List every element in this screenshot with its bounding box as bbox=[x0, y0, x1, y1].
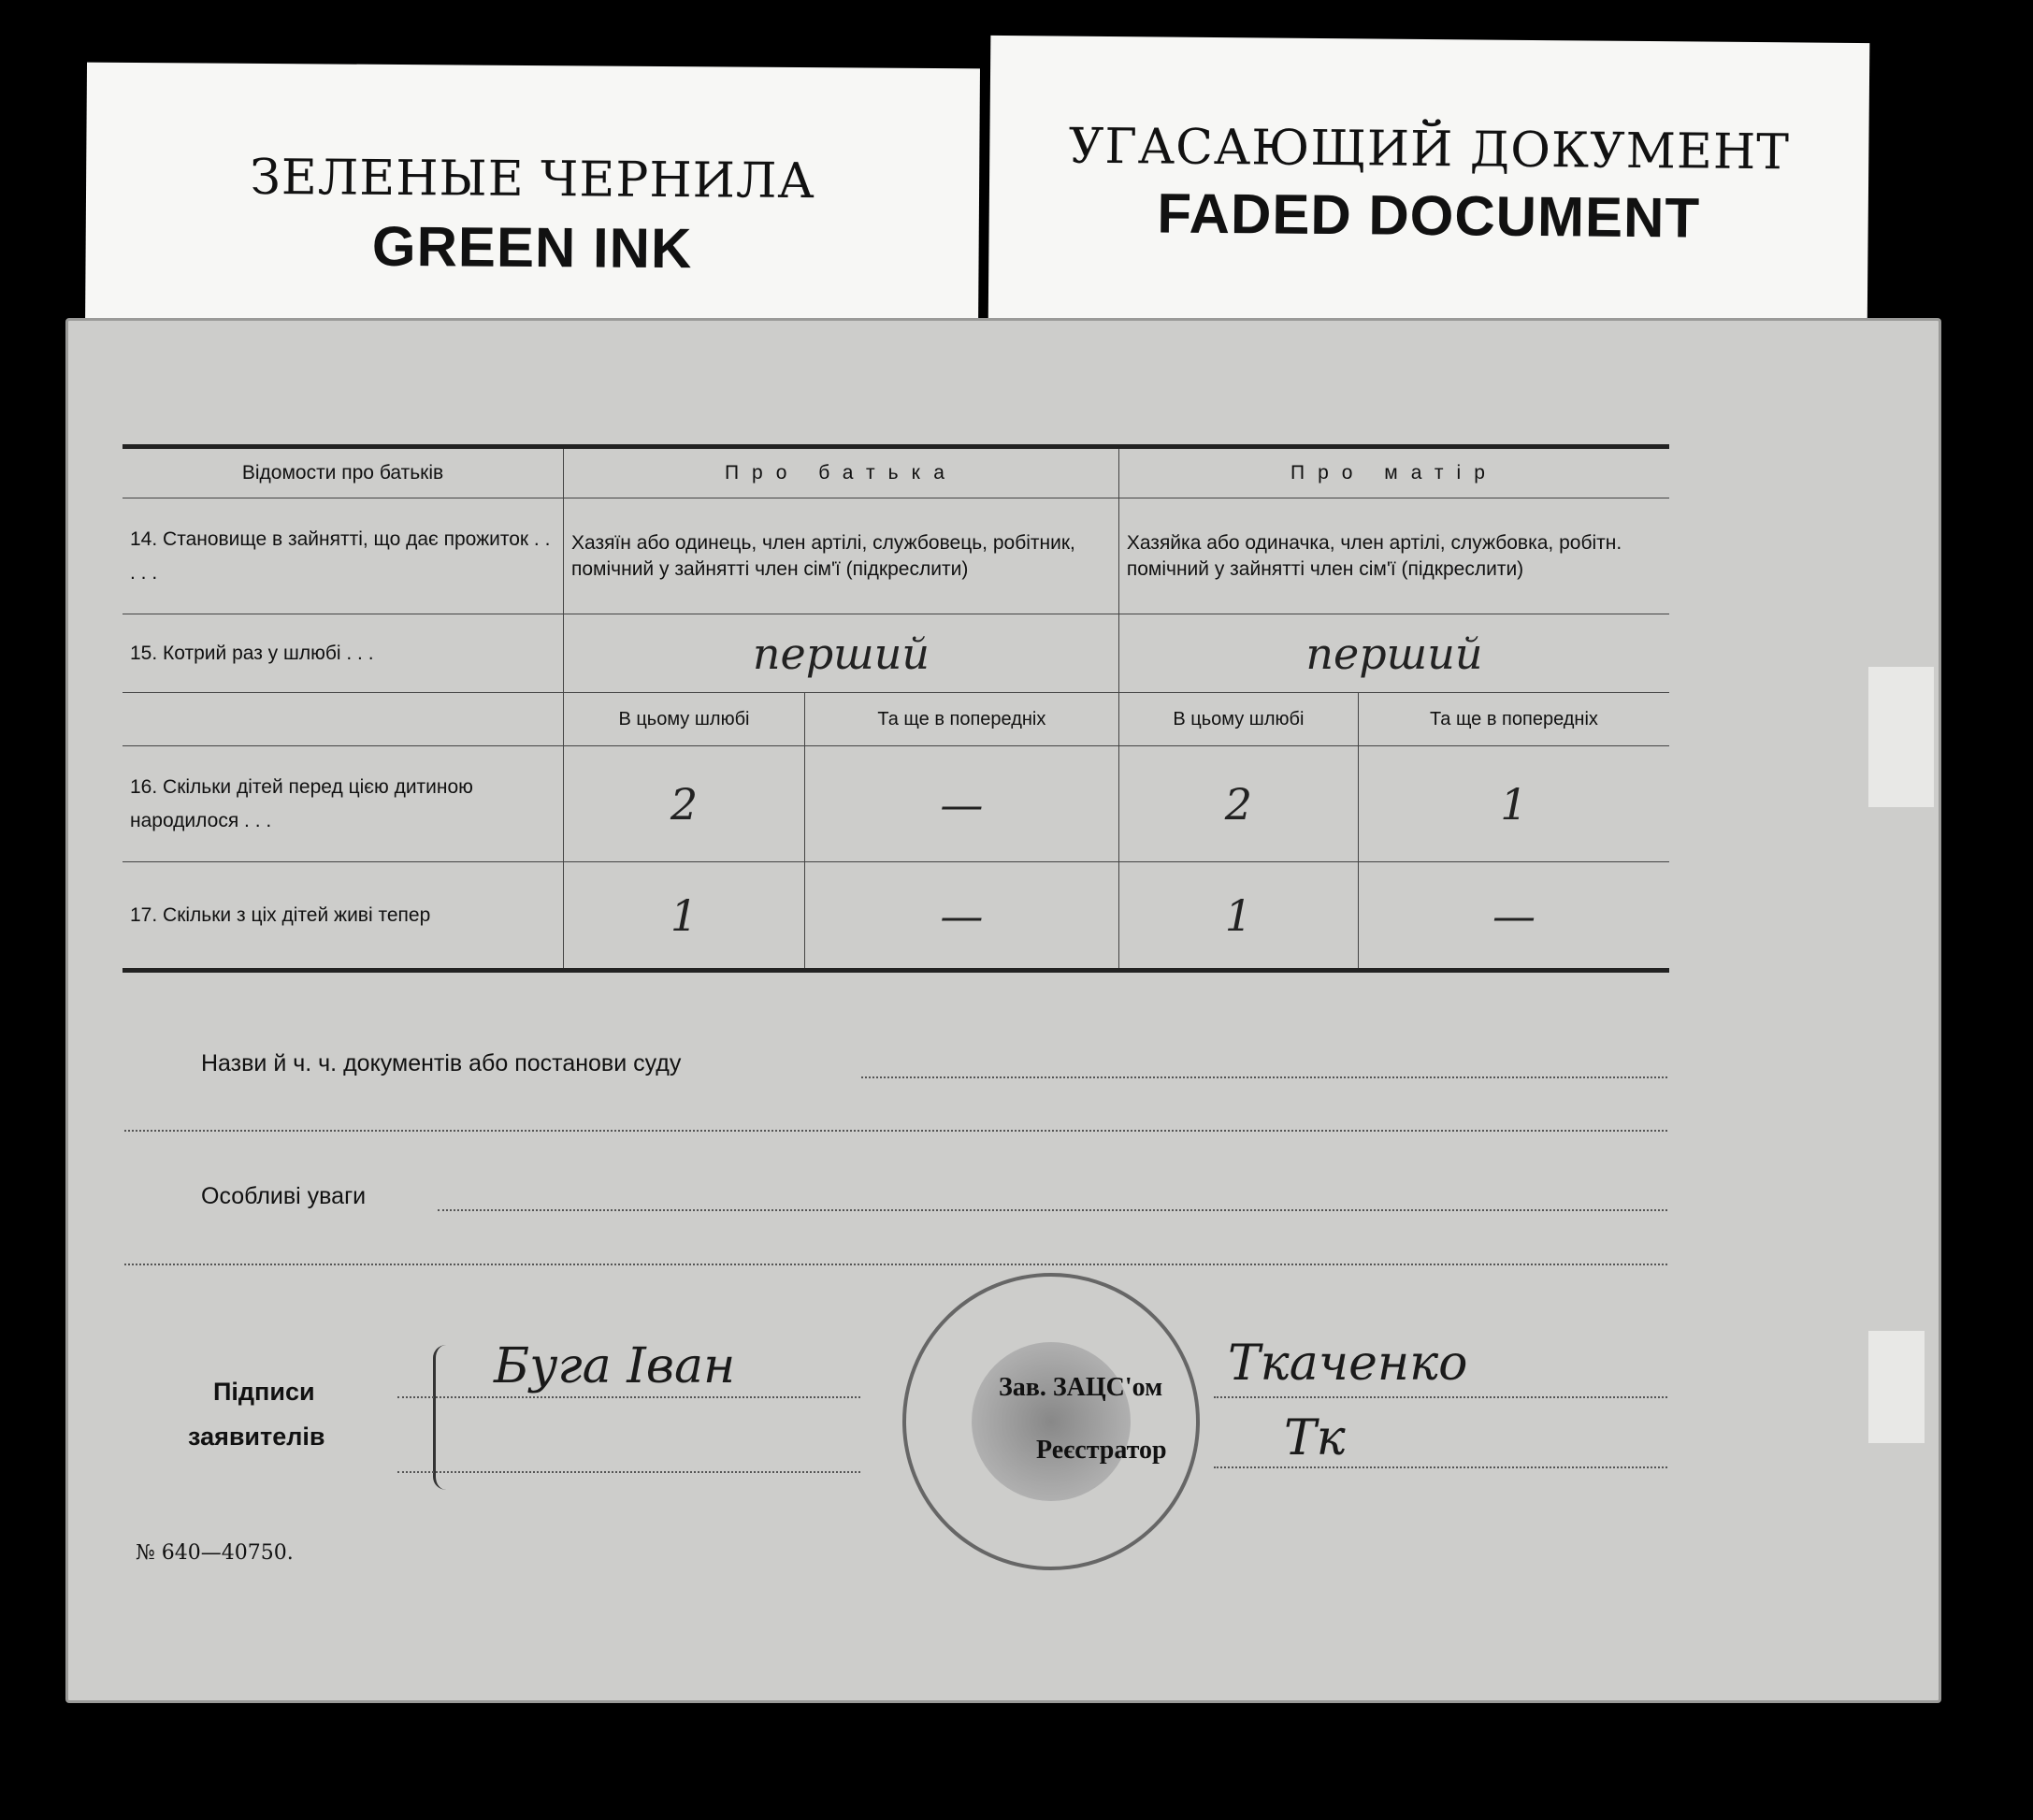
remarks-line bbox=[438, 1209, 1667, 1211]
head-signature: Ткаченко bbox=[1228, 1336, 1468, 1392]
green-ink-card bbox=[85, 63, 980, 336]
subheader-father-previous: Та ще в попередніх bbox=[804, 693, 1118, 746]
green-ink-label-en: GREEN INK bbox=[371, 214, 693, 281]
head-signature-line bbox=[1214, 1396, 1667, 1398]
applicant-signature: Буга Іван bbox=[494, 1338, 736, 1394]
documents-line bbox=[861, 1076, 1667, 1078]
registrar-signature: Тк bbox=[1284, 1410, 1346, 1466]
signatures-label-2: заявителів bbox=[188, 1423, 325, 1451]
remarks-label: Особливі уваги bbox=[201, 1183, 367, 1209]
subheader-father-this-marriage: В цьому шлюбі bbox=[564, 693, 805, 746]
question-14: 14. Становище в зайнятті, що дає прожиток . . . . . bbox=[123, 498, 564, 614]
faded-document-label-ru: УГАСАЮЩИЙ ДОКУМЕНТ bbox=[1068, 118, 1791, 181]
father-occupation-options: Хазяїн або одинець, член артілі, службовець, робітник, помічний у зайнятті член сім'ї (підкреслити) bbox=[564, 498, 1119, 614]
subheader-mother-this-marriage: В цьому шлюбі bbox=[1118, 693, 1358, 746]
father-living-this: 1 bbox=[564, 862, 805, 971]
father-children-this: 2 bbox=[564, 746, 805, 862]
question-17: 17. Скільки з ціх дітей живі тепер bbox=[123, 862, 564, 971]
registrar-label: Реєстратор bbox=[1036, 1436, 1167, 1465]
header-mother: Про матір bbox=[1118, 447, 1669, 498]
faded-document-card bbox=[988, 36, 1870, 338]
mother-living-previous: — bbox=[1358, 862, 1669, 971]
subheader-mother-previous: Та ще в попередніх bbox=[1358, 693, 1669, 746]
green-ink-label-ru: ЗЕЛЕНЫЕ ЧЕРНИЛА bbox=[250, 149, 816, 210]
mother-marriage-count: перший bbox=[1118, 614, 1669, 693]
documents-label: Назви й ч. ч. документів або постанови суду bbox=[201, 1050, 682, 1076]
parents-info-table bbox=[123, 444, 1669, 973]
head-label: Зав. ЗАЦС'ом bbox=[999, 1373, 1163, 1402]
official-seal bbox=[902, 1273, 1200, 1570]
mother-children-this: 2 bbox=[1118, 746, 1358, 862]
torn-edge bbox=[1868, 1331, 1925, 1443]
question-16: 16. Скільки дітей перед цією дитиною народилося . . . bbox=[123, 746, 564, 862]
applicant-signature-line bbox=[397, 1396, 860, 1398]
mother-children-previous: 1 bbox=[1358, 746, 1669, 862]
print-number: № 640—40750. bbox=[136, 1541, 294, 1565]
signatures-label-1: Підписи bbox=[213, 1378, 315, 1406]
faded-document-label-en: FADED DOCUMENT bbox=[1157, 181, 1701, 250]
subheader-blank bbox=[123, 693, 564, 746]
father-marriage-count: перший bbox=[564, 614, 1119, 693]
header-father: Про батька bbox=[564, 447, 1119, 498]
seal-emblem bbox=[972, 1342, 1131, 1501]
applicant-signature-line bbox=[397, 1471, 860, 1473]
signatures-brace bbox=[433, 1345, 453, 1490]
mother-occupation-options: Хазяйка або одиначка, член артілі, службовка, робітн. помічний у зайнятті член сім'ї (підкреслити) bbox=[1118, 498, 1669, 614]
header-parents-info: Відомости про батьків bbox=[123, 447, 564, 498]
remarks-line bbox=[124, 1264, 1667, 1265]
father-children-previous: — bbox=[804, 746, 1118, 862]
form-sheet bbox=[65, 318, 1941, 1703]
torn-edge bbox=[1868, 667, 1934, 807]
registrar-signature-line bbox=[1214, 1466, 1667, 1468]
documents-line bbox=[124, 1130, 1667, 1132]
question-15: 15. Котрий раз у шлюбі . . . bbox=[123, 614, 564, 693]
father-living-previous: — bbox=[804, 862, 1118, 971]
mother-living-this: 1 bbox=[1118, 862, 1358, 971]
